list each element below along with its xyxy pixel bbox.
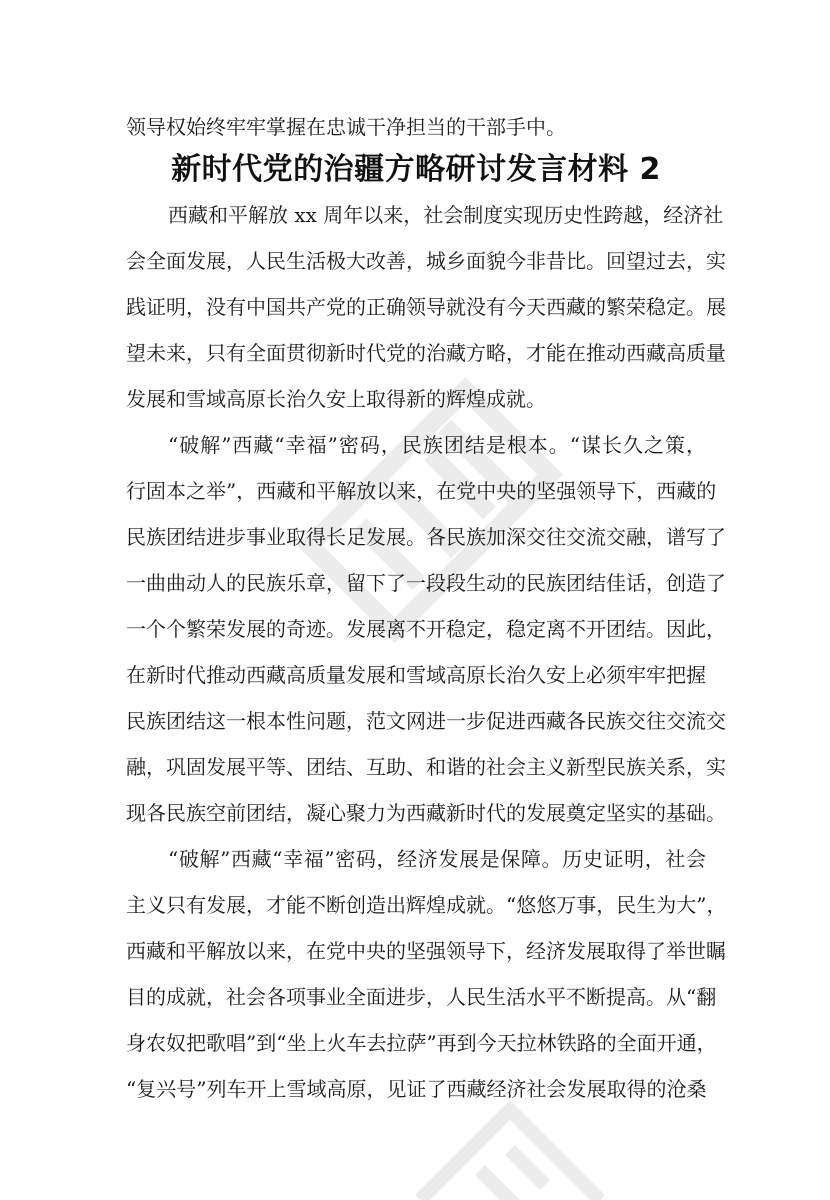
paragraph-line: 身农奴把歌唱”到“坐上火车去拉萨”再到今天拉林铁路的全面开通，: [126, 1031, 717, 1055]
paragraph-line: 发展和雪域高原长治久安上取得新的辉煌成就。: [126, 387, 546, 411]
paragraph-line: “破解”西藏“幸福”密码，经济发展是保障。历史证明，社会: [168, 847, 706, 871]
paragraph-line: 行固本之举”，西藏和平解放以来，在党中央的坚强领导下，西藏的: [126, 479, 717, 503]
paragraph-line: “破解”西藏“幸福”密码，民族团结是根本。“谋长久之策，: [168, 433, 706, 457]
paragraph-line: 会全面发展，人民生活极大改善，城乡面貌今非昔比。回望过去，实: [126, 249, 726, 273]
paragraph-2: [126, 422, 726, 836]
paragraph-line: “复兴号”列车开上雪域高原，见证了西藏经济社会发展取得的沧桑: [126, 1077, 707, 1101]
paragraph-line: 民族团结进步事业取得长足发展。各民族加深交往交流交融，谱写了: [126, 525, 726, 549]
paragraph-line: 主义只有发展，才能不断创造出辉煌成就。“悠悠万事，民生为大”，: [126, 893, 727, 917]
paragraph-line: 民族团结这一根本性问题，范文网进一步促进西藏各民族交往交流交: [126, 709, 726, 733]
paragraph-line: 目的成就，社会各项事业全面进步，人民生活水平不断提高。从“翻: [126, 985, 717, 1009]
document-body: [126, 104, 727, 1112]
paragraph-1: [126, 192, 726, 422]
paragraph-line: 一个个繁荣发展的奇迹。发展离不开稳定，稳定离不开团结。因此，: [126, 617, 726, 641]
paragraph-line: 西藏和平解放以来，在党中央的坚强领导下，经济发展取得了举世瞩: [126, 939, 726, 963]
document-title: 新时代党的治疆方略研讨发言材料 2: [171, 152, 661, 187]
preceding-text-line: 领导权始终牢牢掌握在忠诚干净担当的干部手中。: [126, 115, 566, 139]
paragraph-3: [126, 836, 727, 1112]
paragraph-line: 西藏和平解放 xx 周年以来，社会制度实现历史性跨越，经济社: [168, 203, 724, 227]
paragraph-line: 一曲曲动人的民族乐章，留下了一段段生动的民族团结佳话，创造了: [126, 571, 726, 595]
paragraph-line: 望未来，只有全面贯彻新时代党的治藏方略，才能在推动西藏高质量: [126, 341, 726, 365]
paragraph-line: 在新时代推动西藏高质量发展和雪域高原长治久安上必须牢牢把握: [126, 663, 706, 687]
paragraph-line: 现各民族空前团结，凝心聚力为西藏新时代的发展奠定坚实的基础。: [126, 801, 726, 825]
paragraph-line: 践证明，没有中国共产党的正确领导就没有今天西藏的繁荣稳定。展: [126, 295, 726, 319]
paragraph-line: 融，巩固发展平等、团结、互助、和谐的社会主义新型民族关系，实: [126, 755, 726, 779]
